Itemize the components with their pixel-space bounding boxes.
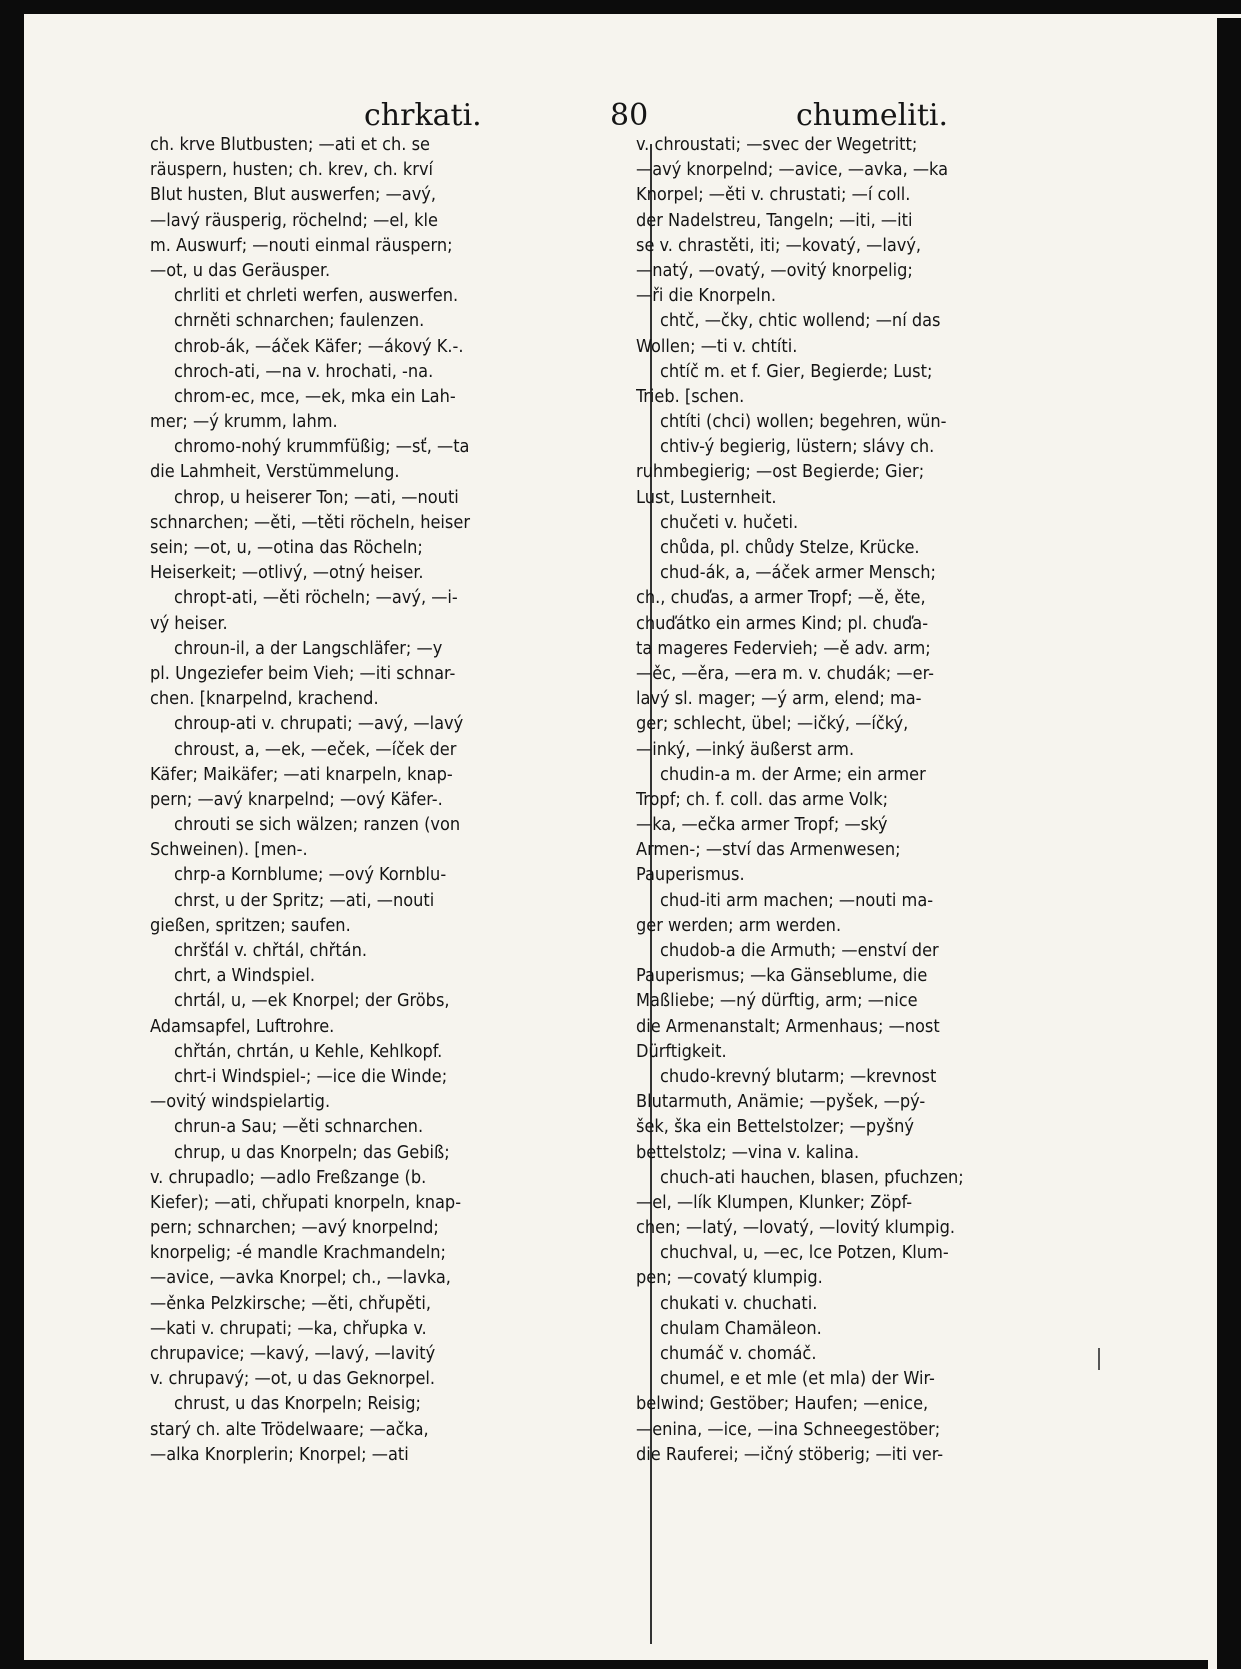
right-column: [636, 132, 1086, 1467]
dictionary-line: v. chrupavý; —ot, u das Geknorpel.: [150, 1368, 436, 1390]
left-column: [150, 132, 618, 1467]
dictionary-line: —avice, —avka Knorpel; ch., —lavka,: [150, 1267, 451, 1289]
dictionary-line: chudo-krevný blutarm; —krevnost: [660, 1065, 937, 1087]
dictionary-line: ger; schlecht, übel; —ičký, —íčký,: [636, 713, 909, 735]
dictionary-line: chromo-nohý krummfüßig; —sť, —ta: [174, 436, 470, 458]
dictionary-line: Maßliebe; —ný dürftig, arm; —nice: [636, 990, 918, 1012]
dictionary-line: v. chroustati; —svec der Wegetritt;: [636, 134, 918, 155]
dictionary-line: pern; schnarchen; —avý knorpelnd;: [150, 1217, 439, 1239]
dictionary-line: Adamsapfel, Luftrohre.: [150, 1015, 335, 1037]
dictionary-line: chrt-i Windspiel-; —ice die Winde;: [174, 1065, 448, 1087]
dictionary-line: Tropf; ch. f. coll. das arme Volk;: [636, 788, 889, 810]
dictionary-line: chen; —latý, —lovatý, —lovitý klumpig.: [636, 1217, 956, 1239]
page-number: 80: [610, 98, 649, 133]
dictionary-line: chůda, pl. chůdy Stelze, Krücke.: [660, 537, 920, 558]
dictionary-line: die Rauferei; —ičný stöberig; —iti ver-: [636, 1443, 944, 1465]
dictionary-line: Blut husten, Blut auswerfen; —avý,: [150, 184, 436, 206]
dictionary-line: chrop, u heiserer Ton; —ati, —nouti: [174, 486, 459, 508]
dictionary-line: chudin-a m. der Arme; ein armer: [660, 763, 926, 785]
dictionary-line: belwind; Gestöber; Haufen; —enice,: [636, 1393, 929, 1415]
dictionary-line: chulam Chamäleon.: [660, 1317, 822, 1339]
dictionary-line: —alka Knorplerin; Knorpel; —ati: [150, 1443, 409, 1465]
dictionary-line: —ovitý windspielartig.: [150, 1091, 331, 1113]
dictionary-line: chtč, —čky, chtic wollend; —ní das: [660, 310, 941, 332]
dictionary-line: Heiserkeit; —otlivý, —otný heiser.: [150, 562, 424, 584]
dictionary-line: chumel, e et mle (et mla) der Wir-: [660, 1368, 935, 1390]
dictionary-line: Kiefer); —ati, chřupati knorpeln, knap-: [150, 1191, 462, 1213]
dictionary-line: chrt, a Windspiel.: [174, 965, 316, 987]
dictionary-line: šek, ška ein Bettelstolzer; —pyšný: [636, 1116, 914, 1138]
dictionary-line: ta mageres Federvieh; —ě adv. arm;: [636, 637, 931, 659]
dictionary-line: chrouti se sich wälzen; ranzen (von: [174, 814, 461, 836]
dictionary-line: se v. chrastěti, iti; —kovatý, —lavý,: [636, 234, 922, 256]
dictionary-line: sein; —ot, u, —otina das Röcheln;: [150, 537, 423, 558]
dictionary-line: chukati v. chuchati.: [660, 1292, 818, 1314]
dictionary-line: —avý knorpelnd; —avice, —avka, —ka: [636, 159, 949, 181]
dictionary-line: chuchval, u, —ec, lce Potzen, Klum-: [660, 1242, 949, 1264]
dictionary-line: chroch-ati, —na v. hrochati, -na.: [174, 360, 434, 382]
dictionary-line: chroust, a, —ek, —eček, —íček der: [174, 738, 457, 760]
dictionary-line: chroun-il, a der Langschläfer; —y: [174, 637, 443, 659]
dictionary-line: —ěnka Pelzkirsche; —ěti, chřupěti,: [150, 1292, 431, 1314]
dictionary-line: Armen-; —ství das Armenwesen;: [636, 839, 901, 861]
dictionary-line: pen; —covatý klumpig.: [636, 1267, 823, 1289]
dictionary-line: lavý sl. mager; —ý arm, elend; ma-: [636, 688, 922, 710]
dictionary-line: —inký, —inký äußerst arm.: [636, 738, 855, 760]
dictionary-line: —ka, —ečka armer Tropf; —ský: [636, 814, 888, 836]
dictionary-line: Lust, Lusternheit.: [636, 486, 777, 508]
dictionary-line: chrněti schnarchen; faulenzen.: [174, 310, 425, 332]
dictionary-line: chrliti et chrleti werfen, auswerfen.: [174, 285, 459, 307]
dictionary-line: —ěc, —ěra, —era m. v. chudák; —er-: [636, 662, 934, 684]
dictionary-line: räuspern, husten; ch. krev, ch. krví: [150, 159, 434, 181]
dictionary-line: chroup-ati v. chrupati; —avý, —lavý: [174, 713, 464, 735]
dictionary-line: Schweinen). [men-.: [150, 839, 308, 861]
dictionary-line: gießen, spritzen; saufen.: [150, 914, 351, 936]
dictionary-line: chrun-a Sau; —ěti schnarchen.: [174, 1116, 424, 1138]
dictionary-line: chrob-ák, —áček Käfer; —ákový K.-.: [174, 335, 464, 357]
dictionary-line: Dürftigkeit.: [636, 1040, 727, 1062]
dictionary-line: der Nadelstreu, Tangeln; —iti, —iti: [636, 209, 913, 231]
dictionary-line: chen. [knarpelnd, krachend.: [150, 688, 379, 710]
dictionary-line: chřtán, chrtán, u Kehle, Kehlkopf.: [174, 1040, 443, 1062]
dictionary-line: starý ch. alte Trödelwaare; —ačka,: [150, 1418, 429, 1440]
dictionary-line: chrp-a Kornblume; —ový Kornblu-: [174, 864, 447, 886]
dictionary-line: chud-iti arm machen; —nouti ma-: [660, 889, 934, 911]
dictionary-line: chtíti (chci) wollen; begehren, wün-: [660, 411, 947, 433]
dictionary-line: mer; —ý krumm, lahm.: [150, 411, 338, 433]
dictionary-line: Knorpel; —ěti v. chrustati; —í coll.: [636, 184, 911, 206]
dictionary-line: chrupavice; —kavý, —lavý, —lavitý: [150, 1343, 436, 1364]
dictionary-line: chrst, u der Spritz; —ati, —nouti: [174, 889, 435, 911]
dictionary-line: m. Auswurf; —nouti einmal räuspern;: [150, 234, 453, 256]
dictionary-line: chtiv-ý begierig, lüstern; slávy ch.: [660, 436, 935, 458]
dictionary-line: chrup, u das Knorpeln; das Gebiß;: [174, 1141, 450, 1163]
dictionary-line: knorpelig; -é mandle Krachmandeln;: [150, 1242, 446, 1264]
dictionary-line: chršťál v. chřtál, chřtán.: [174, 940, 368, 961]
dictionary-line: die Lahmheit, Verstümmelung.: [150, 461, 400, 483]
dictionary-line: Trieb. [schen.: [636, 385, 745, 407]
dictionary-line: —lavý räusperig, röchelnd; —el, kle: [150, 209, 438, 231]
dictionary-line: Pauperismus.: [636, 864, 745, 886]
dictionary-line: vý heiser.: [150, 612, 228, 634]
dictionary-line: schnarchen; —ěti, —těti röcheln, heiser: [150, 511, 470, 533]
dictionary-line: chropt-ati, —ěti röcheln; —avý, —i-: [174, 587, 458, 609]
scan-edge: [1217, 18, 1241, 1669]
dictionary-line: Blutarmuth, Anämie; —pyšek, —pý-: [636, 1091, 926, 1113]
dictionary-line: chuďátko ein armes Kind; pl. chuďa-: [636, 612, 929, 634]
dictionary-line: chrom-ec, mce, —ek, mka ein Lah-: [174, 385, 456, 407]
dictionary-line: chrust, u das Knorpeln; Reisig;: [174, 1393, 421, 1415]
dictionary-line: pl. Ungeziefer beim Vieh; —iti schnar-: [150, 662, 456, 684]
dictionary-line: —el, —lík Klumpen, Klunker; Zöpf-: [636, 1191, 913, 1213]
dictionary-line: pern; —avý knarpelnd; —ový Käfer-.: [150, 788, 443, 810]
dictionary-line: chud-ák, a, —áček armer Mensch;: [660, 562, 936, 584]
dictionary-line: die Armenanstalt; Armenhaus; —nost: [636, 1015, 940, 1037]
dictionary-line: —kati v. chrupati; —ka, chřupka v.: [150, 1317, 427, 1339]
dictionary-line: —natý, —ovatý, —ovitý knorpelig;: [636, 259, 913, 281]
dictionary-line: chumáč v. chomáč.: [660, 1343, 817, 1364]
dictionary-line: —enina, —ice, —ina Schneegestöber;: [636, 1418, 941, 1440]
dictionary-line: —ři die Knorpeln.: [636, 285, 776, 307]
dictionary-line: Wollen; —ti v. chtíti.: [636, 335, 798, 357]
dictionary-line: chrtál, u, —ek Knorpel; der Gröbs,: [174, 990, 450, 1012]
dictionary-line: ch., chuďas, a armer Tropf; —ě, ěte,: [636, 587, 926, 609]
dictionary-line: chuch-ati hauchen, blasen, pfuchzen;: [660, 1166, 964, 1188]
dictionary-line: —ot, u das Geräusper.: [150, 259, 331, 281]
dictionary-line: Käfer; Maikäfer; —ati knarpeln, knap-: [150, 763, 453, 785]
pencil-mark: [1098, 1348, 1100, 1370]
dictionary-line: ch. krve Blutbusten; —ati et ch. se: [150, 134, 430, 155]
dictionary-line: bettelstolz; —vina v. kalina.: [636, 1141, 860, 1163]
dictionary-line: chudob-a die Armuth; —enství der: [660, 940, 939, 961]
dictionary-line: chtíč m. et f. Gier, Begierde; Lust;: [660, 360, 933, 382]
dictionary-line: ruhmbegierig; —ost Begierde; Gier;: [636, 461, 925, 483]
dictionary-line: chučeti v. hučeti.: [660, 511, 799, 533]
right-guide-word: chumeliti.: [796, 98, 949, 133]
left-guide-word: chrkati.: [364, 98, 482, 133]
dictionary-line: Pauperismus; —ka Gänseblume, die: [636, 965, 928, 987]
dictionary-line: ger werden; arm werden.: [636, 914, 842, 936]
dictionary-line: v. chrupadlo; —adlo Freßzange (b.: [150, 1166, 427, 1188]
